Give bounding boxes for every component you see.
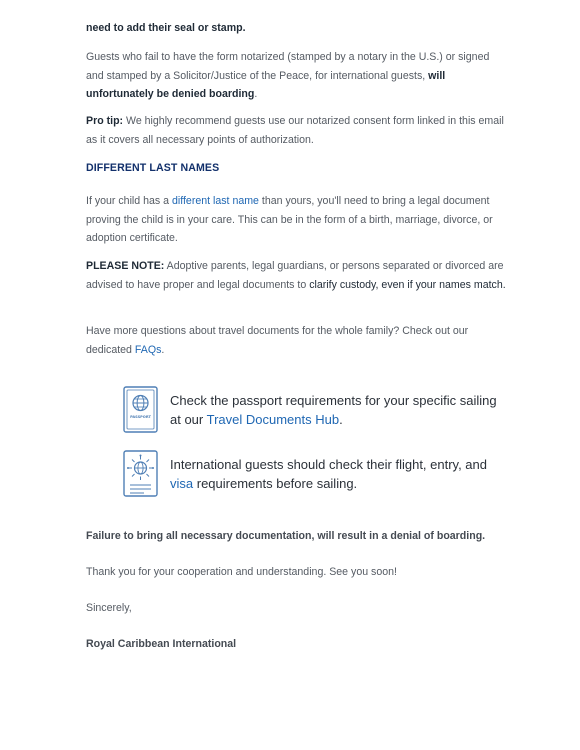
last-names-text-2: than yours, you'll need to bring a legal document proving the child is in your care. This can be in the form of a birth, marriage, divorce, or adoption certificate. (86, 195, 493, 244)
please-note-text: Adoptive parents, legal guardians, or persons separated or divorced are advised to have proper and legal documents to (86, 260, 504, 291)
passport-icon (122, 386, 160, 434)
faqs-link[interactable]: FAQs (134, 343, 162, 356)
section-heading-last-names: DIFFERENT LAST NAMES (86, 162, 220, 174)
failure-warning: Failure to bring all necessary documentation, will result in a denial of boarding. (86, 530, 486, 542)
passport-text: Check the passport requirements for your specific sailing at our (170, 393, 497, 427)
visa-link[interactable]: visa (170, 476, 194, 491)
notarize-period: . (254, 88, 258, 100)
thank-you-line: Thank you for your cooperation and understanding. See you soon! (86, 566, 397, 578)
signature: Royal Caribbean International (86, 638, 237, 650)
travel-documents-hub-link[interactable]: Travel Documents Hub (206, 412, 340, 427)
clarify-custody-text: clarify custody, even if your names match. (309, 278, 506, 291)
denied-boarding-text: will unfortunately be denied boarding (86, 69, 446, 100)
please-note-label: PLEASE NOTE: (86, 260, 165, 272)
passport-feature-text (170, 391, 500, 429)
passport-icon-label: PASSPORT (130, 415, 151, 419)
visa-text-1: International guests should check their flight, entry, and (170, 457, 488, 472)
visa-feature-text (170, 455, 500, 493)
seal-stamp-line: need to add their seal or stamp. (86, 22, 246, 34)
last-names-text-1: If your child has a (86, 195, 172, 207)
visa-feature (122, 450, 512, 498)
faq-paragraph (86, 322, 506, 359)
sincerely-line: Sincerely, (86, 602, 132, 614)
pro-tip-text: We highly recommend guests use our notarized consent form linked in this email as it covers all necessary points of authorization. (86, 115, 504, 146)
visa-text-2: requirements before sailing. (193, 476, 358, 491)
visa-globe-icon (122, 450, 160, 498)
notarize-text: Guests who fail to have the form notarized (stamped by a notary in the U.S.) or signed and stamped by a Solicitor/Justice of the Peace, for international guests, (86, 51, 490, 82)
last-names-paragraph (86, 192, 506, 248)
faq-period: . (161, 343, 165, 356)
please-note-paragraph (86, 257, 506, 294)
passport-period: . (339, 412, 343, 427)
passport-feature (122, 386, 512, 434)
faq-text: Have more questions about travel documents for the whole family? Check out our dedicated (86, 325, 469, 356)
different-last-name-link[interactable]: different last name (171, 195, 259, 207)
pro-tip-label: Pro tip: (86, 115, 124, 127)
pro-tip-paragraph (86, 112, 506, 149)
notarize-paragraph (86, 48, 506, 104)
